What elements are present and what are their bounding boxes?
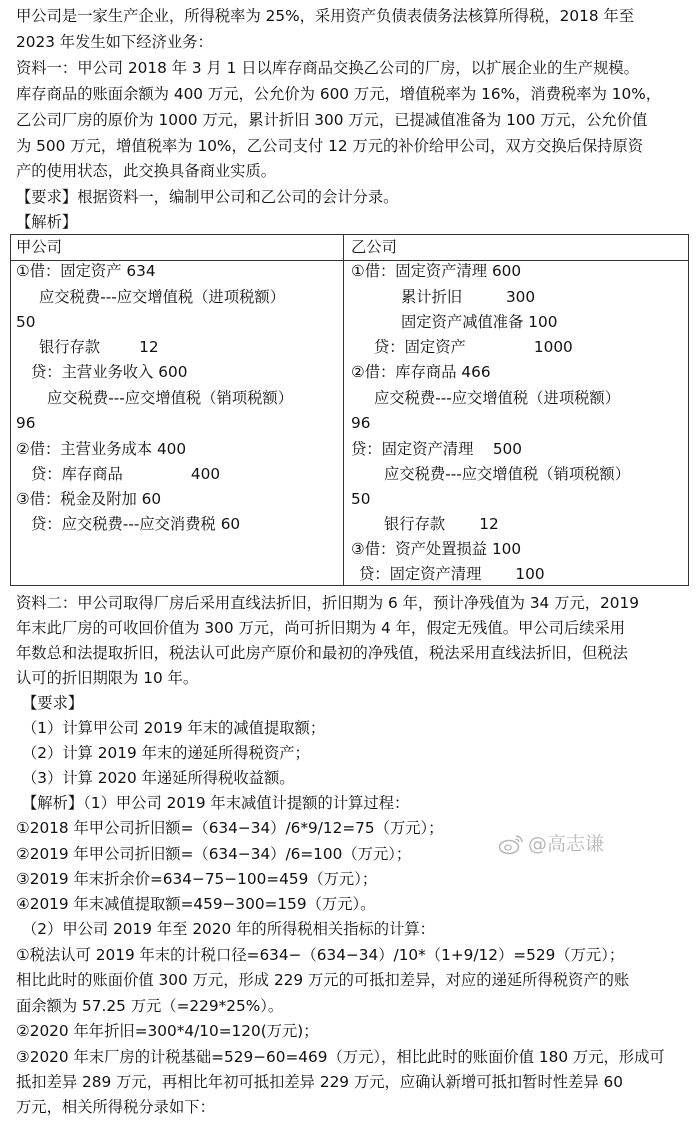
analysis-heading: 【解析】 bbox=[16, 213, 78, 231]
entry-line: 贷：应交税费---应交消费税 60 bbox=[31, 515, 241, 533]
entry-line: 银行存款 12 bbox=[384, 515, 499, 533]
intro-line: 产的使用状态，此交换具备商业实质。 bbox=[16, 162, 277, 180]
column-header-yi: 乙公司 bbox=[351, 238, 397, 256]
column-header-jia: 甲公司 bbox=[16, 238, 62, 256]
entry-line: 贷：固定资产 1000 bbox=[374, 338, 573, 356]
entry-line: 96 bbox=[16, 414, 36, 432]
intro-line: 为 500 万元，增值税率为 10%，乙公司支付 12 万元的补价给甲公司，双方交换后保持原资 bbox=[16, 137, 644, 155]
entry-line: ①借：固定资产 634 bbox=[16, 262, 156, 280]
entry-line: 银行存款 12 bbox=[39, 338, 159, 356]
intro-line: 甲公司是一家生产企业，所得税率为 25%，采用资产负债表债务法核算所得税，2018 年至 bbox=[16, 7, 635, 25]
requirement-heading: 【要求】根据资料一，编制甲公司和乙公司的会计分录。 bbox=[16, 188, 399, 206]
body-line: ①2018 年甲公司折旧额=（634−34）/6*9/12=75（万元）； bbox=[16, 819, 444, 837]
watermark-text: @高志谦 bbox=[528, 833, 605, 855]
body-line: ①税法认可 2019 年末的计税口径=634−（634−34）/10*（1+9/12）=529（万元）； bbox=[16, 946, 625, 964]
body-line: 抵扣差异 289 万元，再相比年初可抵扣差异 229 万元，应确认新增可抵扣暂时性差异 60 bbox=[16, 1073, 623, 1091]
body-line: 年末此厂房的可收回价值为 300 万元，尚可折旧期为 4 年，假定无残值。甲公司后续采用 bbox=[16, 619, 626, 637]
intro-line: 资料一：甲公司 2018 年 3 月 1 日以库存商品交换乙公司的厂房，以扩展企业的生产规模。 bbox=[16, 59, 639, 77]
table-column-divider bbox=[343, 234, 344, 586]
body-line: ②2019 年甲公司折旧额=（634−34）/6=100（万元）； bbox=[16, 845, 412, 863]
entry-line: 96 bbox=[351, 414, 371, 432]
body-line: ③2019 年末折余价=634−75−100=459（万元）； bbox=[16, 870, 378, 888]
entry-line: 应交税费---应交增值税（销项税额） bbox=[47, 389, 294, 407]
requirement-item: （2）计算 2019 年末的递延所得税资产； bbox=[22, 744, 310, 762]
body-line: 年数总和法提取折旧，税法认可此房产原价和最初的净残值，税法采用直线法折旧，但税法 bbox=[16, 644, 628, 662]
entry-line: 应交税费---应交增值税（进项税额） bbox=[374, 389, 621, 407]
watermark bbox=[498, 829, 604, 859]
entry-line: 贷：库存商品 400 bbox=[31, 465, 221, 483]
entry-line: ②借：库存商品 466 bbox=[351, 363, 491, 381]
intro-line: 库存商品的账面余额为 400 万元，公允价为 600 万元，增值税率为 16%，消费税率为 10%， bbox=[16, 85, 662, 103]
requirement-heading: 【要求】 bbox=[22, 694, 84, 712]
body-line: （2）甲公司 2019 年至 2020 年的所得税相关指标的计算： bbox=[22, 920, 435, 938]
body-line: 认可的折旧期限为 10 年。 bbox=[16, 669, 199, 687]
entry-line: 应交税费---应交增值税（进项税额） bbox=[39, 288, 286, 306]
intro-line: 2023 年发生如下经济业务： bbox=[16, 33, 213, 51]
entry-line: ②借：主营业务成本 400 bbox=[16, 440, 187, 458]
entry-line: ③借：税金及附加 60 bbox=[16, 490, 162, 508]
body-line: ④2019 年末减值提取额=459−300=159（万元）。 bbox=[16, 895, 376, 913]
entry-line: 贷：主营业务收入 600 bbox=[31, 363, 188, 381]
entry-line: ③借：资产处置损益 100 bbox=[351, 540, 522, 558]
entry-line: 50 bbox=[351, 490, 371, 508]
entry-line: 应交税费---应交增值税（销项税额） bbox=[384, 465, 631, 483]
entry-line: 贷：固定资产清理 100 bbox=[359, 565, 545, 583]
entry-line: 累计折旧 300 bbox=[401, 288, 536, 306]
body-line: ②2020 年年折旧=300*4/10=120(万元)； bbox=[16, 1022, 319, 1040]
entry-line: ①借：固定资产清理 600 bbox=[351, 262, 522, 280]
body-line: 万元，相关所得税分录如下： bbox=[16, 1098, 215, 1116]
weibo-logo-icon bbox=[498, 833, 524, 855]
requirement-item: （3）计算 2020 年递延所得税收益额。 bbox=[22, 769, 295, 787]
entry-line: 固定资产减值准备 100 bbox=[401, 313, 558, 331]
analysis-heading: 【解析】（1）甲公司 2019 年末减值计提额的计算过程： bbox=[22, 794, 410, 812]
body-line: 相比此时的账面价值 300 万元，形成 229 万元的可抵扣差异，对应的递延所得税资产的账 bbox=[16, 971, 630, 989]
intro-line: 乙公司厂房的原价为 1000 万元，累计折旧 300 万元，已提减值准备为 100 万元，公允价值 bbox=[16, 111, 648, 129]
entry-line: 50 bbox=[16, 313, 36, 331]
body-line: 面余额为 57.25 万元（=229*25%）。 bbox=[16, 997, 284, 1015]
body-line: 资料二：甲公司取得厂房后采用直线法折旧，折旧期为 6 年，预计净残值为 34 万元，2019 bbox=[16, 594, 639, 612]
body-line: ③2020 年末厂房的计税基础=529−60=469（万元），相比此时的账面价值 180 万元，形成可 bbox=[16, 1048, 665, 1066]
entry-line: 贷：固定资产清理 500 bbox=[351, 440, 523, 458]
requirement-item: （1）计算甲公司 2019 年末的减值提取额； bbox=[22, 719, 326, 737]
